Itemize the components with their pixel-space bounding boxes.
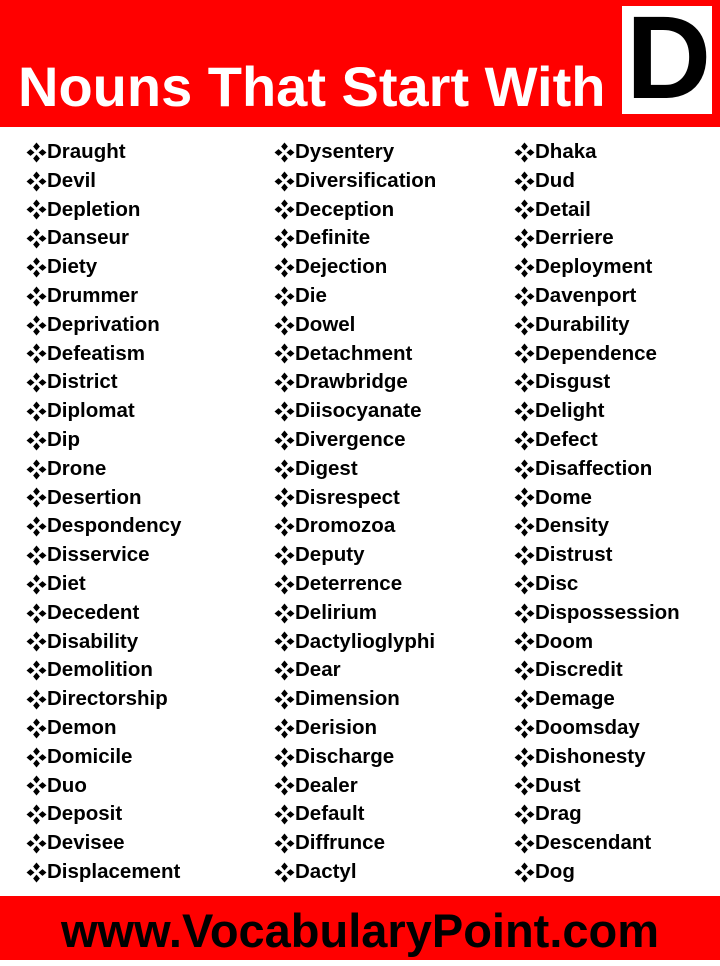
- list-item: [514, 714, 680, 743]
- noun-text: District: [47, 370, 118, 394]
- four-diamond-bullet-icon: [274, 228, 295, 249]
- list-item: [514, 599, 680, 628]
- list-item: [274, 743, 436, 772]
- four-diamond-bullet-icon: [26, 631, 47, 652]
- list-item: [274, 196, 436, 225]
- list-item: [274, 858, 436, 887]
- noun-column-3: [514, 138, 680, 887]
- noun-text: Dysentery: [295, 140, 395, 163]
- list-item: [274, 368, 436, 397]
- noun-text: Doom: [535, 629, 594, 653]
- noun-text: Disservice: [47, 543, 150, 567]
- list-item: [514, 397, 680, 426]
- list-item: [26, 484, 181, 513]
- noun-text: Dromozoa: [295, 514, 396, 538]
- list-item: [26, 311, 181, 340]
- four-diamond-bullet-icon: [26, 430, 47, 451]
- list-item: [26, 570, 181, 599]
- four-diamond-bullet-icon: [26, 401, 47, 422]
- noun-text: Demage: [535, 687, 615, 711]
- four-diamond-bullet-icon: [274, 545, 295, 566]
- list-item: [274, 138, 436, 167]
- four-diamond-bullet-icon: [26, 660, 47, 681]
- four-diamond-bullet-icon: [514, 516, 535, 537]
- four-diamond-bullet-icon: [274, 459, 295, 480]
- noun-text: Dhaka: [535, 140, 597, 163]
- noun-column-1: [26, 138, 181, 887]
- four-diamond-bullet-icon: [514, 142, 535, 163]
- four-diamond-bullet-icon: [26, 747, 47, 768]
- footer-banner: [0, 896, 720, 960]
- noun-text: Deposit: [47, 802, 123, 826]
- four-diamond-bullet-icon: [26, 545, 47, 566]
- list-item: [514, 368, 680, 397]
- noun-text: Domicile: [47, 744, 133, 768]
- list-item: [26, 800, 181, 829]
- four-diamond-bullet-icon: [514, 199, 535, 220]
- noun-text: Decedent: [47, 600, 140, 624]
- noun-text: Diety: [47, 255, 98, 279]
- list-item: [274, 714, 436, 743]
- noun-text: Descendant: [535, 831, 652, 855]
- four-diamond-bullet-icon: [26, 689, 47, 710]
- noun-text: Dowel: [295, 312, 356, 336]
- four-diamond-bullet-icon: [26, 775, 47, 796]
- noun-text: Diplomat: [47, 399, 135, 423]
- list-item: [274, 541, 436, 570]
- noun-text: Density: [535, 514, 610, 538]
- four-diamond-bullet-icon: [274, 660, 295, 681]
- four-diamond-bullet-icon: [514, 689, 535, 710]
- four-diamond-bullet-icon: [26, 574, 47, 595]
- list-item: [26, 426, 181, 455]
- noun-text: Devil: [47, 168, 96, 192]
- four-diamond-bullet-icon: [274, 286, 295, 307]
- letter-badge: [622, 0, 712, 124]
- list-item: [274, 397, 436, 426]
- noun-text: Drummer: [47, 283, 139, 307]
- noun-text: Diffrunce: [295, 831, 385, 855]
- list-item: [274, 311, 436, 340]
- list-item: [26, 743, 181, 772]
- four-diamond-bullet-icon: [26, 603, 47, 624]
- four-diamond-bullet-icon: [26, 171, 47, 192]
- four-diamond-bullet-icon: [514, 459, 535, 480]
- four-diamond-bullet-icon: [26, 862, 47, 883]
- list-item: [514, 829, 680, 858]
- list-item: [514, 196, 680, 225]
- four-diamond-bullet-icon: [274, 833, 295, 854]
- noun-text: Dishonesty: [535, 744, 646, 768]
- four-diamond-bullet-icon: [274, 401, 295, 422]
- noun-text: Deception: [295, 197, 395, 221]
- noun-text: Danseur: [47, 226, 130, 250]
- list-item: [26, 858, 181, 887]
- four-diamond-bullet-icon: [514, 343, 535, 364]
- noun-text: Devisee: [47, 831, 125, 855]
- four-diamond-bullet-icon: [514, 631, 535, 652]
- noun-text: Divergence: [295, 427, 406, 451]
- list-item: [26, 196, 181, 225]
- four-diamond-bullet-icon: [514, 228, 535, 249]
- list-item: [26, 714, 181, 743]
- list-item: [274, 167, 436, 196]
- noun-text: Durability: [535, 312, 630, 336]
- list-item: [514, 253, 680, 282]
- four-diamond-bullet-icon: [274, 747, 295, 768]
- list-item: [514, 743, 680, 772]
- list-item: [274, 570, 436, 599]
- four-diamond-bullet-icon: [26, 459, 47, 480]
- noun-text: Detachment: [295, 341, 413, 365]
- four-diamond-bullet-icon: [274, 372, 295, 393]
- list-item: [26, 340, 181, 369]
- list-item: [274, 340, 436, 369]
- noun-text: Dome: [535, 485, 592, 509]
- noun-text: Detail: [535, 197, 591, 221]
- noun-text: Die: [295, 283, 327, 307]
- list-item: [26, 829, 181, 858]
- list-item: [514, 167, 680, 196]
- noun-text: Dactyl: [295, 859, 357, 883]
- noun-text: Diisocyanate: [295, 399, 422, 423]
- list-item: [26, 772, 181, 801]
- list-item: [26, 282, 181, 311]
- four-diamond-bullet-icon: [26, 315, 47, 336]
- four-diamond-bullet-icon: [514, 718, 535, 739]
- noun-text: Dependence: [535, 341, 657, 365]
- list-item: [514, 628, 680, 657]
- four-diamond-bullet-icon: [514, 430, 535, 451]
- noun-text: Dust: [535, 773, 581, 797]
- four-diamond-bullet-icon: [274, 257, 295, 278]
- list-item: [26, 397, 181, 426]
- noun-text: Directorship: [47, 687, 168, 711]
- noun-list: [0, 138, 720, 888]
- noun-text: Displacement: [47, 859, 181, 883]
- noun-text: Deputy: [295, 543, 365, 567]
- list-item: [274, 628, 436, 657]
- list-item: [26, 224, 181, 253]
- list-item: [514, 484, 680, 513]
- noun-text: Discredit: [535, 658, 623, 682]
- noun-text: Dealer: [295, 773, 358, 797]
- list-item: [514, 426, 680, 455]
- list-item: [514, 685, 680, 714]
- noun-text: Desertion: [47, 485, 142, 509]
- noun-text: Dactylioglyphi: [295, 629, 436, 653]
- four-diamond-bullet-icon: [26, 804, 47, 825]
- noun-text: Defect: [535, 427, 598, 451]
- four-diamond-bullet-icon: [514, 315, 535, 336]
- list-item: [514, 340, 680, 369]
- noun-text: Dispossession: [535, 600, 680, 624]
- list-item: [514, 570, 680, 599]
- four-diamond-bullet-icon: [514, 545, 535, 566]
- four-diamond-bullet-icon: [514, 660, 535, 681]
- four-diamond-bullet-icon: [26, 142, 47, 163]
- four-diamond-bullet-icon: [274, 775, 295, 796]
- four-diamond-bullet-icon: [26, 228, 47, 249]
- four-diamond-bullet-icon: [274, 315, 295, 336]
- four-diamond-bullet-icon: [26, 487, 47, 508]
- list-item: [274, 599, 436, 628]
- list-item: [26, 541, 181, 570]
- list-item: [514, 772, 680, 801]
- four-diamond-bullet-icon: [514, 574, 535, 595]
- list-item: [514, 224, 680, 253]
- four-diamond-bullet-icon: [514, 171, 535, 192]
- list-item: [514, 858, 680, 887]
- noun-text: Defeatism: [47, 341, 145, 365]
- noun-text: Derriere: [535, 226, 614, 250]
- list-item: [274, 512, 436, 541]
- four-diamond-bullet-icon: [26, 718, 47, 739]
- four-diamond-bullet-icon: [274, 343, 295, 364]
- noun-text: Disability: [47, 629, 139, 653]
- four-diamond-bullet-icon: [26, 833, 47, 854]
- noun-text: Dejection: [295, 255, 388, 279]
- list-item: [274, 484, 436, 513]
- noun-text: Drawbridge: [295, 370, 408, 394]
- noun-text: Despondency: [47, 514, 182, 538]
- list-item: [26, 455, 181, 484]
- four-diamond-bullet-icon: [274, 631, 295, 652]
- noun-text: Default: [295, 802, 365, 826]
- noun-text: Doomsday: [535, 715, 640, 739]
- four-diamond-bullet-icon: [274, 430, 295, 451]
- website-url: www.VocabularyPoint.com: [60, 904, 660, 957]
- noun-text: Derision: [295, 715, 378, 739]
- noun-text: Dog: [535, 859, 575, 883]
- four-diamond-bullet-icon: [274, 574, 295, 595]
- noun-text: Drag: [535, 802, 582, 826]
- list-item: [26, 628, 181, 657]
- four-diamond-bullet-icon: [514, 603, 535, 624]
- list-item: [26, 368, 181, 397]
- list-item: [514, 138, 680, 167]
- noun-text: Deterrence: [295, 571, 403, 595]
- noun-text: Definite: [295, 226, 371, 250]
- four-diamond-bullet-icon: [514, 804, 535, 825]
- noun-text: Demon: [47, 715, 117, 739]
- noun-text: Disrespect: [295, 485, 400, 509]
- noun-text: Discharge: [295, 744, 395, 768]
- list-item: [274, 829, 436, 858]
- list-item: [274, 282, 436, 311]
- noun-text: Diversification: [295, 168, 437, 192]
- list-item: [514, 512, 680, 541]
- four-diamond-bullet-icon: [26, 343, 47, 364]
- list-item: [514, 311, 680, 340]
- list-item: [274, 224, 436, 253]
- list-item: [26, 167, 181, 196]
- list-item: [514, 541, 680, 570]
- noun-text: Deployment: [535, 255, 653, 279]
- list-item: [274, 685, 436, 714]
- noun-text: Disaffection: [535, 456, 653, 480]
- noun-text: Dud: [535, 168, 575, 192]
- page-title: Nouns That Start With: [18, 55, 606, 118]
- list-item: [26, 138, 181, 167]
- noun-text: Duo: [47, 773, 87, 797]
- noun-text: Dip: [47, 427, 81, 451]
- list-item: [26, 512, 181, 541]
- list-item: [26, 656, 181, 685]
- four-diamond-bullet-icon: [514, 487, 535, 508]
- four-diamond-bullet-icon: [514, 286, 535, 307]
- four-diamond-bullet-icon: [274, 171, 295, 192]
- four-diamond-bullet-icon: [274, 718, 295, 739]
- four-diamond-bullet-icon: [26, 257, 47, 278]
- noun-text: Demolition: [47, 658, 153, 682]
- noun-text: Disc: [535, 571, 579, 595]
- four-diamond-bullet-icon: [274, 603, 295, 624]
- list-item: [274, 772, 436, 801]
- noun-text: Dimension: [295, 687, 400, 711]
- noun-text: Delirium: [295, 600, 378, 624]
- four-diamond-bullet-icon: [26, 372, 47, 393]
- noun-text: Distrust: [535, 543, 613, 567]
- noun-text: Delight: [535, 399, 605, 423]
- four-diamond-bullet-icon: [274, 862, 295, 883]
- noun-text: Disgust: [535, 370, 611, 394]
- four-diamond-bullet-icon: [26, 286, 47, 307]
- four-diamond-bullet-icon: [514, 747, 535, 768]
- four-diamond-bullet-icon: [514, 401, 535, 422]
- four-diamond-bullet-icon: [514, 833, 535, 854]
- noun-text: Digest: [295, 456, 358, 480]
- four-diamond-bullet-icon: [274, 142, 295, 163]
- header-banner: [0, 0, 720, 127]
- four-diamond-bullet-icon: [274, 689, 295, 710]
- four-diamond-bullet-icon: [514, 257, 535, 278]
- four-diamond-bullet-icon: [514, 372, 535, 393]
- four-diamond-bullet-icon: [274, 804, 295, 825]
- list-item: [514, 800, 680, 829]
- list-item: [26, 685, 181, 714]
- noun-text: Depletion: [47, 197, 141, 221]
- noun-text: Dear: [295, 658, 341, 682]
- list-item: [274, 800, 436, 829]
- four-diamond-bullet-icon: [274, 487, 295, 508]
- list-item: [274, 426, 436, 455]
- four-diamond-bullet-icon: [26, 516, 47, 537]
- list-item: [274, 656, 436, 685]
- list-item: [514, 656, 680, 685]
- noun-text: Deprivation: [47, 312, 160, 336]
- list-item: [514, 455, 680, 484]
- list-item: [514, 282, 680, 311]
- noun-text: Diet: [47, 571, 86, 595]
- noun-column-2: [274, 138, 436, 887]
- noun-text: Draught: [47, 140, 126, 163]
- four-diamond-bullet-icon: [274, 199, 295, 220]
- letter-badge-text: D: [626, 0, 712, 124]
- list-item: [274, 253, 436, 282]
- noun-text: Davenport: [535, 283, 637, 307]
- four-diamond-bullet-icon: [514, 862, 535, 883]
- four-diamond-bullet-icon: [274, 516, 295, 537]
- list-item: [274, 455, 436, 484]
- list-item: [26, 253, 181, 282]
- four-diamond-bullet-icon: [514, 775, 535, 796]
- four-diamond-bullet-icon: [26, 199, 47, 220]
- noun-text: Drone: [47, 456, 107, 480]
- list-item: [26, 599, 181, 628]
